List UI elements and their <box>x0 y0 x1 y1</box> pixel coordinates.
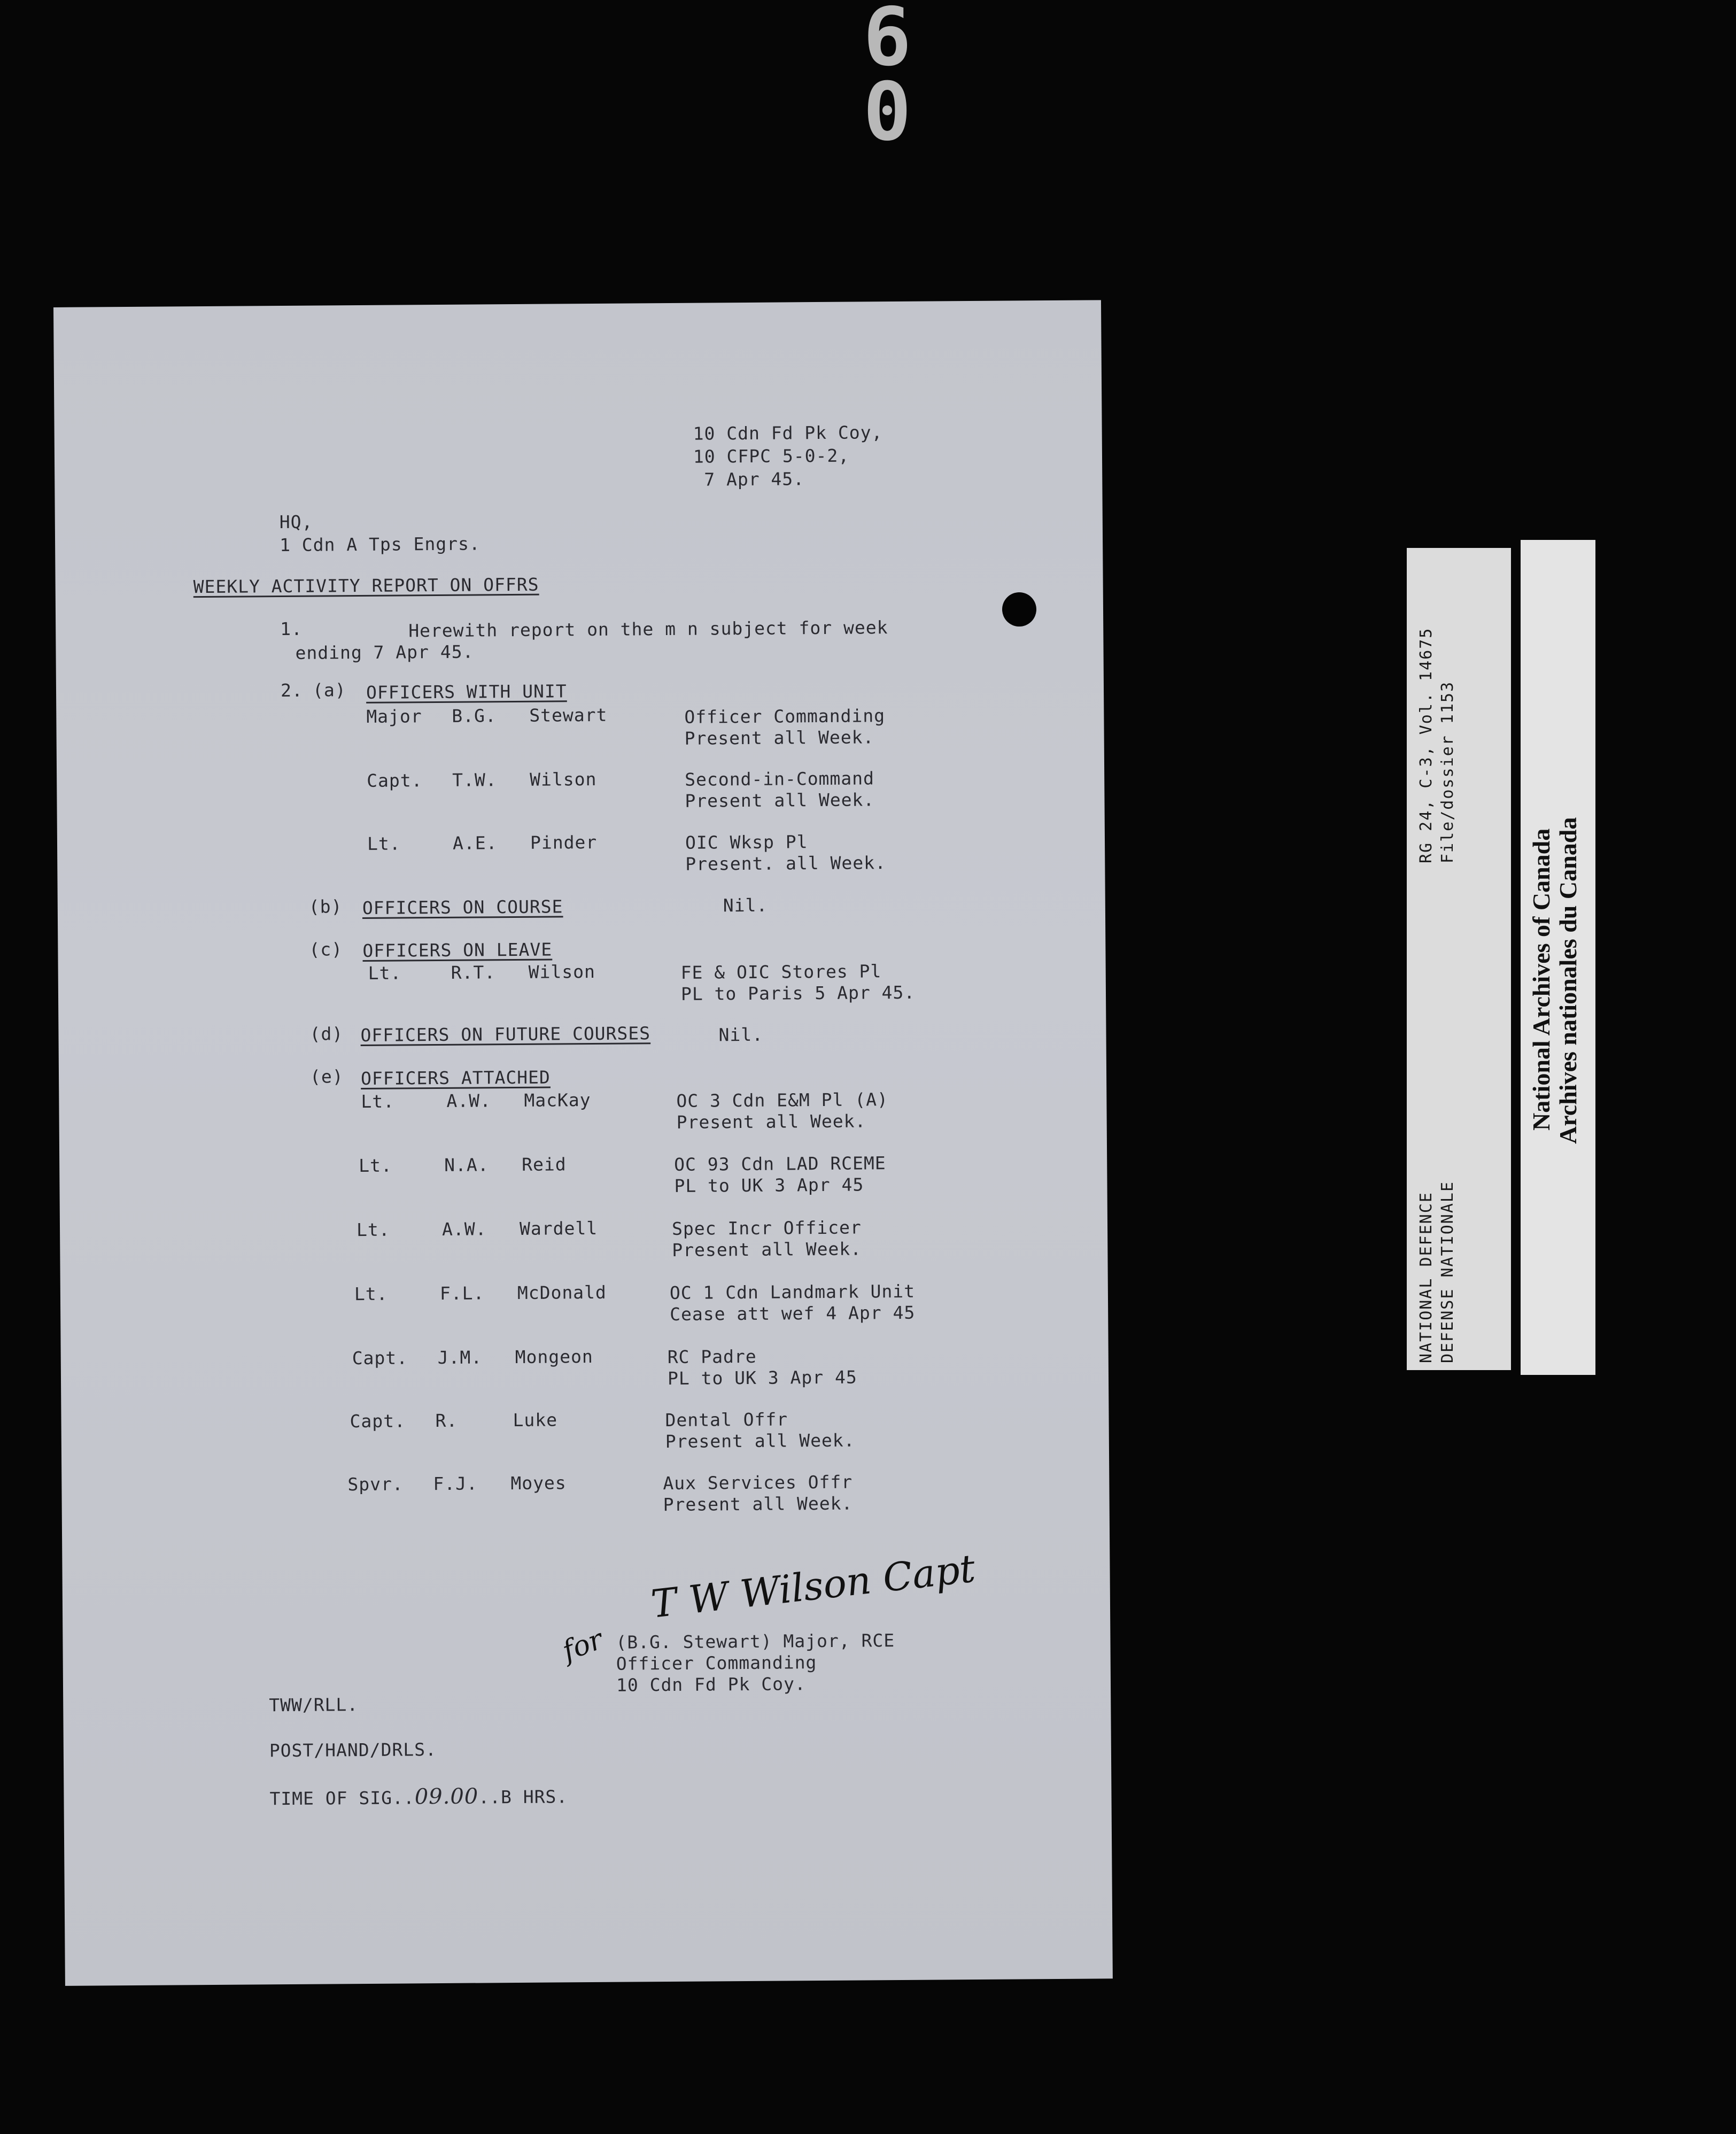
archives-name-fr: Archives nationales du Canada <box>1554 817 1582 1144</box>
reference-initials: TWW/RLL. <box>269 1694 359 1716</box>
officer-rank: Lt. <box>368 962 402 984</box>
officer-duty: Spec Incr Officer <box>671 1217 862 1239</box>
officer-duty: Second-in-Command <box>685 768 875 790</box>
officer-rank: Major <box>366 706 422 727</box>
time-suffix: ..B HRS. <box>478 1786 568 1808</box>
signature-title-line: Officer Commanding <box>616 1652 817 1674</box>
section-e-title: OFFICERS ATTACHED <box>360 1066 551 1089</box>
officer-status: Present all Week. <box>665 1429 855 1452</box>
officer-surname: Wilson <box>528 961 596 983</box>
section-b-letter: (b) <box>308 896 343 917</box>
section-e-letter: (e) <box>309 1066 344 1087</box>
delivery-method: POST/HAND/DRLS. <box>269 1739 437 1761</box>
officer-status: PL to UK 3 Apr 45 <box>667 1366 857 1389</box>
handwritten-signature: T W Wilson Capt <box>648 1545 978 1627</box>
officer-rank: Lt. <box>354 1283 388 1305</box>
officer-rank: Lt. <box>359 1155 392 1177</box>
officer-duty: OC 3 Cdn E&M Pl (A) <box>676 1089 889 1111</box>
section-c-title: OFFICERS ON LEAVE <box>362 939 553 961</box>
officer-initials: R. <box>435 1410 458 1432</box>
signature-unit-line: 10 Cdn Fd Pk Coy. <box>616 1673 806 1696</box>
officer-duty: OIC Wksp Pl <box>685 831 808 853</box>
addressee-line-2: 1 Cdn A Tps Engrs. <box>279 533 480 556</box>
letter-date: 7 Apr 45. <box>704 468 805 490</box>
para2-number: 2. <box>280 679 303 701</box>
signature-name-line: (B.G. Stewart) Major, RCE <box>616 1630 895 1653</box>
section-d-letter: (d) <box>309 1023 344 1045</box>
section-d-value: Nil. <box>718 1024 764 1046</box>
punch-hole <box>1002 592 1036 627</box>
para1-line-1: Herewith report on the m n subject for week <box>408 617 888 641</box>
unit-header: 10 Cdn Fd Pk Coy, <box>693 422 883 444</box>
officer-initials: R.T. <box>451 962 496 983</box>
officer-surname: Stewart <box>529 704 608 726</box>
subject-heading: WEEKLY ACTIVITY REPORT ON OFFRS <box>193 574 539 598</box>
officer-initials: T.W. <box>452 769 497 791</box>
officer-surname: Reid <box>522 1154 567 1175</box>
officer-surname: Moyes <box>510 1472 567 1494</box>
officer-surname: Wardell <box>519 1217 598 1239</box>
officer-duty: OC 1 Cdn Landmark Unit <box>669 1280 916 1303</box>
time-value: 09.00 <box>414 1784 479 1810</box>
archive-reference-line-2: File/dossier 1153 <box>1438 681 1457 863</box>
officer-initials: B.G. <box>452 705 497 726</box>
archive-reference-label <box>1407 548 1511 1370</box>
officer-rank: Capt. <box>367 770 423 791</box>
officer-rank: Lt. <box>361 1091 395 1112</box>
addressee-line-1: HQ, <box>279 511 313 533</box>
officer-duty: RC Padre <box>667 1346 757 1368</box>
officer-status: Present all Week. <box>663 1493 853 1516</box>
officer-status: Present all Week. <box>685 789 875 811</box>
archives-name-en: National Archives of Canada <box>1528 828 1555 1131</box>
officer-surname: Wilson <box>530 768 597 790</box>
officer-initials: F.L. <box>439 1282 485 1304</box>
officer-status: Present. all Week. <box>685 852 887 875</box>
officer-surname: Pinder <box>530 831 598 853</box>
officer-initials: J.M. <box>437 1347 483 1368</box>
officer-status: PL to Paris 5 Apr 45. <box>680 981 916 1004</box>
officer-status: Cease att wef 4 Apr 45 <box>670 1302 916 1325</box>
time-of-signature <box>269 1783 568 1810</box>
officer-rank: Lt. <box>356 1219 390 1241</box>
archives-stamp-label <box>1521 540 1595 1375</box>
for-mark: for <box>558 1623 608 1668</box>
time-prefix: TIME OF SIG.. <box>269 1787 415 1810</box>
officer-status: Present all Week. <box>672 1238 862 1261</box>
archive-reference-line-1: RG 24, C-3, Vol. 14675 <box>1417 627 1436 863</box>
department-line-2: DEFENSE NATIONALE <box>1438 1180 1457 1363</box>
officer-initials: A.E. <box>452 832 498 854</box>
film-frame-number: 6 0 <box>863 0 933 159</box>
officer-duty: Dental Offr <box>665 1409 788 1431</box>
officer-duty: OC 93 Cdn LAD RCEME <box>674 1153 886 1175</box>
section-a-title: OFFICERS WITH UNIT <box>366 681 567 703</box>
section-b-value: Nil. <box>723 894 768 916</box>
officer-initials: A.W. <box>446 1090 491 1111</box>
officer-rank: Capt. <box>352 1347 408 1369</box>
officer-initials: A.W. <box>441 1218 487 1240</box>
officer-duty: Officer Commanding <box>684 705 886 728</box>
section-c-letter: (c) <box>309 939 343 960</box>
officer-surname: Luke <box>513 1409 558 1431</box>
para1-number: 1. <box>280 618 303 640</box>
officer-surname: Mongeon <box>515 1346 593 1368</box>
officer-rank: Capt. <box>350 1410 406 1432</box>
section-d-title: OFFICERS ON FUTURE COURSES <box>360 1023 651 1046</box>
officer-duty: Aux Services Offr <box>663 1471 853 1494</box>
officer-status: PL to UK 3 Apr 45 <box>674 1174 864 1196</box>
officer-duty: FE & OIC Stores Pl <box>680 961 882 983</box>
officer-status: Present all Week. <box>684 726 874 749</box>
officer-surname: McDonald <box>517 1281 607 1303</box>
officer-status: Present all Week. <box>676 1110 866 1133</box>
officer-initials: F.J. <box>433 1473 478 1495</box>
section-b-title: OFFICERS ON COURSE <box>362 896 563 918</box>
document-page <box>53 300 1113 1986</box>
para1-line-2: ending 7 Apr 45. <box>295 641 474 663</box>
department-line-1: NATIONAL DEFENCE <box>1417 1192 1436 1363</box>
officer-surname: MacKay <box>524 1089 591 1111</box>
file-reference: 10 CFPC 5-0-2, <box>693 445 850 467</box>
officer-rank: Spvr. <box>347 1473 404 1495</box>
officer-rank: Lt. <box>367 833 401 854</box>
officer-initials: N.A. <box>444 1154 489 1176</box>
section-a-letter: (a) <box>312 679 346 701</box>
